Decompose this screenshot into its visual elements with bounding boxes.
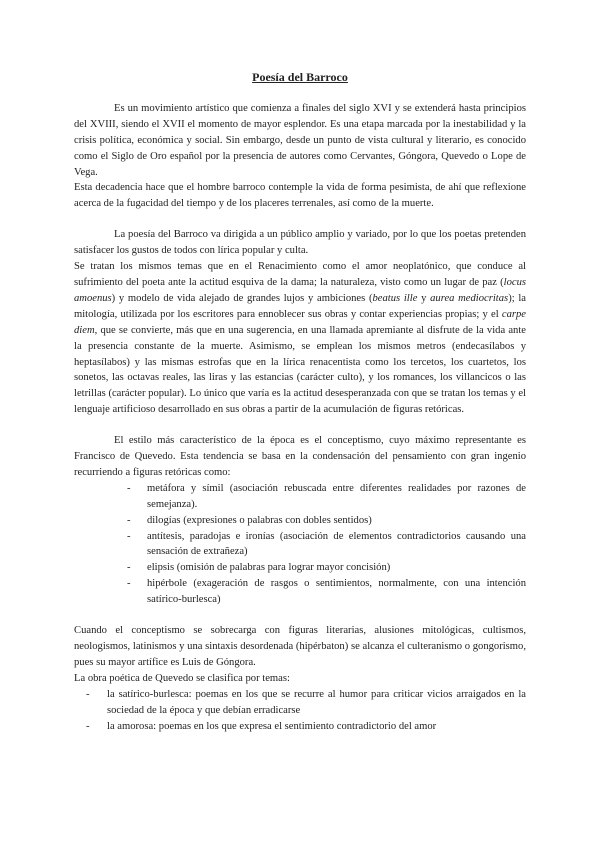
text-run: , que se convierte, más que en una sugerencia, en una llamada apremiante al disfrute de la vida ante la presencia constante de la muerte. Asimismo, se emplean los mismos metros (endecasílabos y heptasílabos) y las mismas estrofas que en la lírica renacentista como los tercetos, los cuartetos, los sonetos, las octavas reales, las liras y las estancias (carácter culto), y los romances, los villancicos o las letrillas (carácter popular). Lo único que varía es la actitud desesperanzada con que se tratan los temas y el lenguaje artificioso desarrollado en sus obras a partir de la acumulación de figuras retóricas. [74, 324, 526, 416]
list-item-text: la amorosa: poemas en los que expresa el sentimiento contradictorio del amor [107, 720, 437, 732]
list-item [74, 576, 526, 608]
list-item-text: elipsis (omisión de palabras para lograr mayor concisión) [147, 562, 391, 574]
text-run: Se tratan los mismos temas que en el Renacimiento como el amor neoplatónico, que conduce al sufrimiento del poeta ante la actitud esquiva de la dama; la naturaleza, visto como un lugar de paz ( [74, 261, 526, 288]
audience-paragraph: La poesía del Barroco va dirigida a un público amplio y variado, por lo que los poetas pretenden satisfacer los gustos de todos con lírica popular y culta. [74, 229, 526, 257]
bullet-dash: - [86, 720, 90, 732]
list-item [74, 529, 526, 561]
themes-paragraph [74, 259, 526, 418]
bullet-dash: - [127, 578, 131, 590]
text-run: ); la mitología, utilizada por los escritores para ennoblecer sus obras y contar experiencias propias; y el [74, 292, 527, 320]
bullet-dash: - [127, 482, 131, 494]
intro-paragraph: Es un movimiento artístico que comienza a finales del siglo XVI y se extenderá hasta principios del XVIII, siendo el XVII el momento de mayor esplendor. Es una etapa marcada por la inestabilidad y la crisis política, económica y social. Sin embargo, desde un punto de vista cultural y literario, es conocido como el Siglo de Oro español por la presencia de autores como Cervantes, Góngora, Quevedo o Lope de Vega. [74, 102, 526, 178]
text-run: y [417, 292, 431, 304]
list-item [74, 687, 526, 719]
list-item-text: metáfora y símil (asociación rebuscada entre diferentes realidades por razones de semejanza). [147, 482, 526, 510]
conceptismo-paragraph: El estilo más característico de la época es el conceptismo, cuyo máximo representante es Francisco de Quevedo. Esta tendencia se basa en la condensación del pensamiento con gran ingenio recurriendo a figuras retóricas como: [74, 435, 526, 478]
list-item [74, 481, 526, 513]
culteranismo-paragraph: Cuando el conceptismo se sobrecarga con figuras literarias, alusiones mitológicas, cultismos, neologismos, latinismos y una sintaxis desordenada (hipérbaton) se alcanza el culteranismo o gongorismo, pues su mayor artífice es Luis de Góngora. [74, 625, 526, 668]
bullet-dash: - [127, 562, 131, 574]
list-item [74, 513, 526, 529]
bullet-dash: - [127, 514, 131, 526]
spacer [74, 608, 526, 623]
page-title: Poesía del Barroco [252, 70, 348, 84]
list-item-text: la satírico-burlesca: poemas en los que se recurre al humor para criticar vicios arraigados en la sociedad de la época y que debían erradicarse [107, 688, 526, 716]
list-item [74, 719, 526, 735]
document-page [74, 70, 526, 734]
list-item-text: hipérbole (exageración de rasgos o sentimientos, normalmente, con una intención satírico-burlesca) [147, 578, 526, 606]
bullet-dash: - [127, 530, 131, 542]
text-run: ) y modelo de vida alejado de grandes lujos y ambiciones ( [111, 292, 373, 304]
italic-term: locus amoenus [74, 276, 526, 304]
quevedo-classification: La obra poética de Quevedo se clasifica por temas: [74, 672, 290, 684]
figures-list [74, 481, 526, 608]
list-item [74, 560, 526, 576]
themes-list [74, 687, 526, 735]
italic-term: aurea mediocritas [430, 292, 509, 304]
spacer [74, 418, 526, 433]
list-item-text: antítesis, paradojas e ironías (asociación de elementos contradictorios causando una sensación de extrañeza) [147, 530, 526, 558]
spacer [74, 212, 526, 227]
bullet-dash: - [86, 688, 90, 700]
italic-term: carpe diem [74, 308, 526, 336]
decadence-paragraph: Esta decadencia hace que el hombre barroco contemple la vida de forma pesimista, de ahí que reflexione acerca de la fugacidad del tiempo y de los placeres terrenales, así como de la muerte. [74, 182, 526, 210]
italic-term: beatus ille [372, 292, 418, 304]
list-item-text: dilogías (expresiones o palabras con dobles sentidos) [147, 514, 372, 526]
